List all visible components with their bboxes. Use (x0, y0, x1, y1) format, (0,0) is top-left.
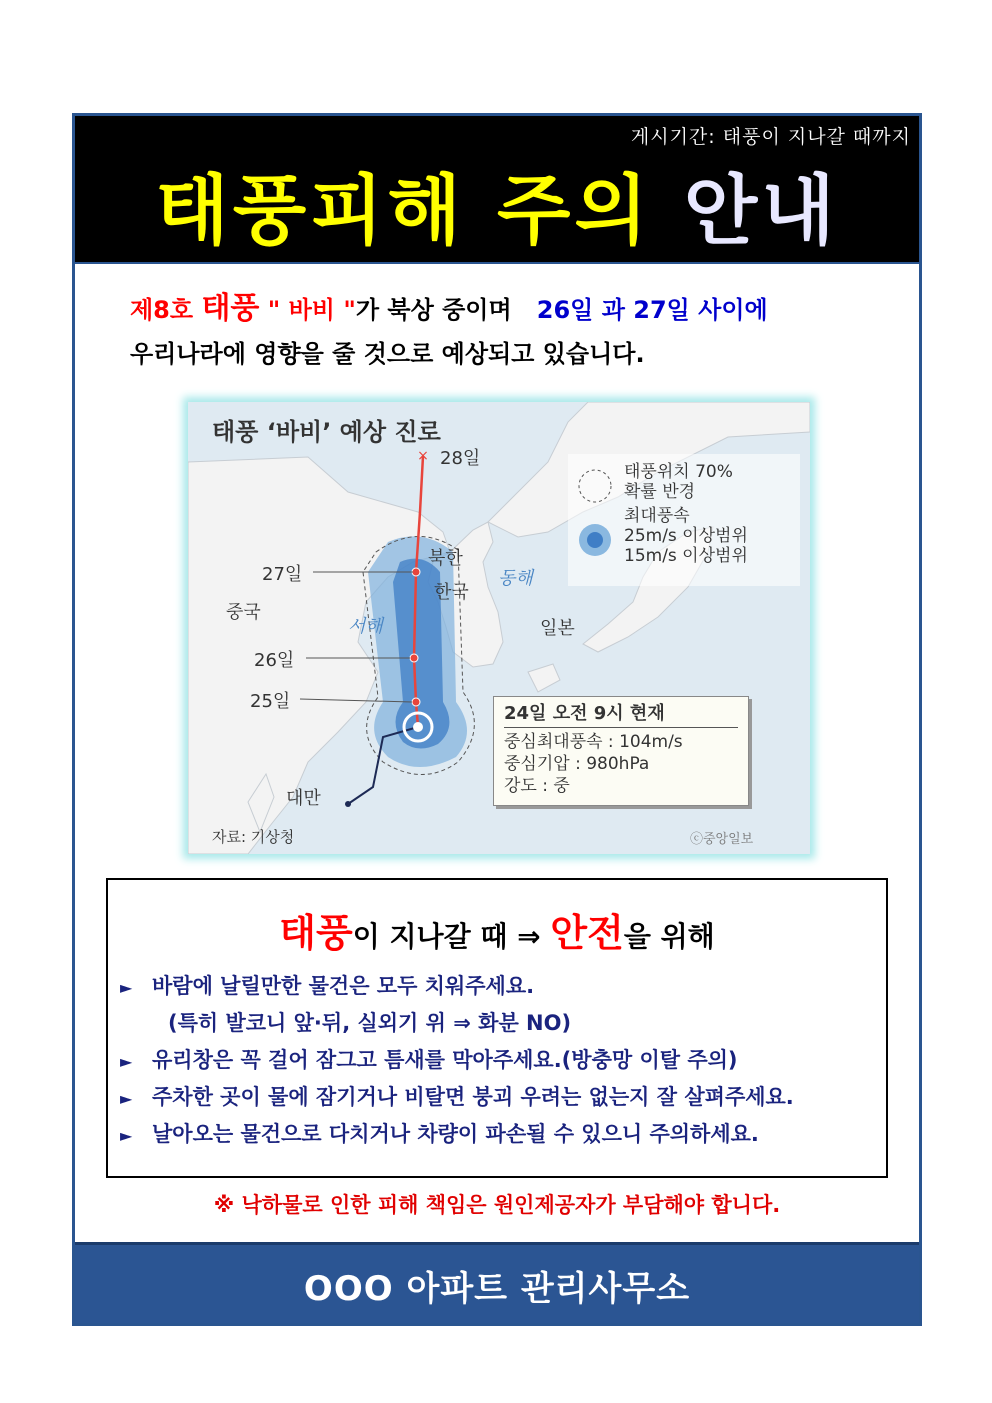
intro-moving-north: 가 북상 중이며 (355, 296, 512, 324)
map-label-25: 25일 (250, 691, 291, 712)
map-label-taiwan: 대만 (286, 788, 321, 809)
posting-period: 게시기간: 태풍이 지나갈 때까지 (630, 126, 911, 148)
management-office: OOO 아파트 관리사무소 (303, 1269, 691, 1309)
legend-wind-label (624, 506, 748, 566)
intro-typhoon-word: 태풍 (201, 291, 260, 326)
safety-item-text: 날아오는 물건으로 다치거나 차량이 파손될 수 있으니 주의하세요. (152, 1122, 759, 1146)
bullet-icon: ► (120, 978, 133, 997)
map-label-28: 28일 (440, 448, 481, 469)
map-label-korea: 한국 (434, 582, 469, 603)
safety-title-typhoon: 태풍 (279, 911, 353, 955)
map-title: 태풍 ‘바비’ 예상 진로 (212, 418, 441, 446)
start-point (345, 801, 351, 807)
safety-item (120, 1079, 880, 1116)
header-divider (75, 262, 919, 264)
safety-item (120, 968, 880, 1005)
intro-dates: 26일 과 27일 사이에 (536, 296, 768, 324)
footer-bar (75, 1242, 919, 1323)
point-26 (410, 654, 418, 662)
map-label-china: 중국 (226, 602, 261, 623)
title-white: 안내 (683, 166, 839, 255)
notice-header (75, 116, 919, 262)
safety-title-middle: 이 지나갈 때 ⇒ (352, 920, 541, 953)
intro-text (130, 291, 910, 369)
map-label-north-korea: 북한 (428, 548, 463, 569)
map-source: 자료: 기상청 (212, 828, 295, 846)
status-wind: 중심최대풍속 : 104m/s (504, 732, 683, 752)
bullet-icon: ► (120, 1126, 133, 1145)
safety-item-text: 바람에 날릴만한 물건은 모두 치워주세요. (152, 974, 535, 998)
legend-wind-title: 최대풍속 (624, 506, 690, 526)
safety-item-text: (특히 발코니 앞·뒤, 실외기 위 ⇒ 화분 NO) (168, 1011, 572, 1035)
map-label-26: 26일 (254, 650, 295, 671)
safety-title-safety: 안전 (550, 911, 624, 955)
safety-list (120, 968, 880, 1153)
legend-25-label: 25m/s 이상범위 (624, 526, 748, 546)
safety-title-end: 을 위해 (623, 920, 715, 953)
safety-item (120, 1042, 880, 1079)
point-27 (412, 568, 420, 576)
map-label-west-sea: 서해 (348, 616, 383, 637)
map-credit: ⓒ중앙일보 (690, 832, 754, 847)
typhoon-notice (72, 113, 922, 1326)
point-25 (412, 698, 420, 706)
title-yellow-1: 태풍피해 (155, 166, 465, 255)
safety-item (120, 1116, 880, 1153)
intro-typhoon-name: " 바비 " (267, 296, 356, 324)
bullet-icon: ► (120, 1089, 133, 1108)
map-label-east-sea: 동해 (498, 568, 533, 589)
map-label-27: 27일 (262, 564, 303, 585)
intro-typhoon-number: 제8호 (130, 296, 194, 324)
safety-item-text: 유리창은 꼭 걸어 잠그고 틈새를 막아주세요.(방충망 이탈 주의) (152, 1048, 738, 1072)
notice-title (75, 166, 919, 256)
liability-warning: ※ 낙하물로 인한 피해 책임은 원인제공자가 부담해야 합니다. (213, 1193, 781, 1217)
map-label-japan: 일본 (540, 618, 575, 639)
status-title: 24일 오전 9시 현재 (504, 703, 738, 728)
status-strength: 강도 : 중 (504, 776, 570, 796)
status-pressure: 중심기압 : 980hPa (504, 754, 650, 774)
legend-15-label: 15m/s 이상범위 (624, 546, 748, 566)
legend-prob-line-2: 확률 반경 (624, 482, 696, 502)
track-end-marker: × (417, 448, 429, 464)
bullet-icon: ► (120, 1052, 133, 1071)
typhoon-center (413, 722, 423, 732)
title-yellow-2: 주의 (496, 166, 652, 255)
safety-item-text: 주차한 곳이 물에 잠기거나 비탈면 붕괴 우려는 없는지 잘 살펴주세요. (152, 1085, 794, 1109)
intro-line-2: 우리나라에 영향을 줄 것으로 예상되고 있습니다. (130, 340, 645, 368)
typhoon-track-map (188, 402, 810, 854)
safety-item-note (120, 1005, 880, 1042)
legend-prob-line-1: 태풍위치 70% (624, 462, 733, 482)
legend-25-icon (587, 532, 603, 548)
legend-prob-label (624, 462, 733, 502)
intro-line-1 (130, 291, 910, 326)
safety-title (108, 902, 886, 957)
safety-guide-box (106, 878, 888, 1178)
current-status-box (493, 696, 749, 806)
